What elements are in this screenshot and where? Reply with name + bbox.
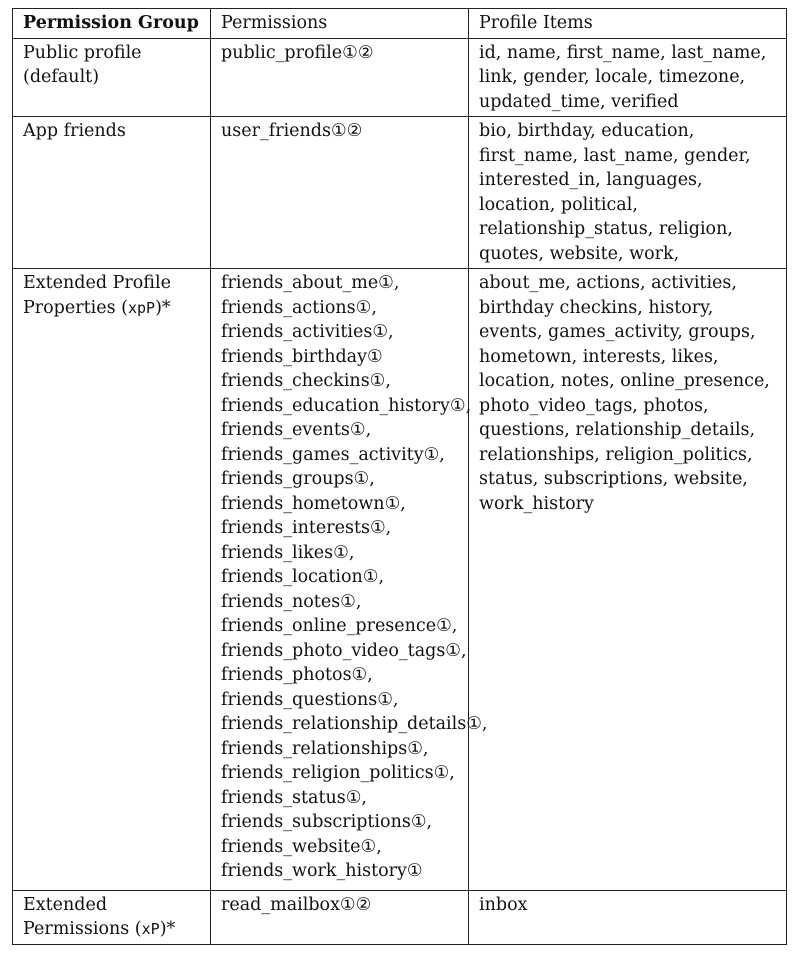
permission-list xyxy=(221,893,458,918)
group-cell: App friends xyxy=(13,117,211,269)
header-profile-items: Profile Items xyxy=(469,9,787,39)
permission-item: friends_status①, xyxy=(221,787,367,808)
profile-items-cell: inbox xyxy=(469,890,787,944)
permission-item: friends_groups①, xyxy=(221,469,375,489)
permission-item: friends_website①, xyxy=(221,836,382,857)
permissions-cell xyxy=(211,890,469,944)
header-permission-group: Permission Group xyxy=(13,9,211,39)
header-permissions: Permissions xyxy=(211,9,469,39)
permission-item: friends_religion_politics①, xyxy=(221,763,455,783)
permission-item: user_friends①② xyxy=(221,121,363,141)
permission-item: friends_activities①, xyxy=(221,322,394,342)
group-suffix: )* xyxy=(155,297,171,318)
permission-item: friends_relationships①, xyxy=(221,738,429,759)
permission-item: friends_interests①, xyxy=(221,518,392,538)
group-code: xpP xyxy=(127,298,156,317)
group-cell xyxy=(13,269,211,891)
group-suffix: )* xyxy=(159,919,176,939)
permission-item: friends_photo_video_tags①, xyxy=(221,640,467,661)
permission-item: friends_hometown①, xyxy=(221,493,406,514)
permission-list xyxy=(221,119,458,144)
permission-item: read_mailbox①② xyxy=(221,894,372,915)
profile-items-cell: id, name, first_name, last_name, link, gender, locale, timezone, updated_time, verified xyxy=(469,38,787,117)
permissions-cell xyxy=(211,38,469,117)
permission-item: friends_online_presence①, xyxy=(221,616,458,636)
permission-item: public_profile①② xyxy=(221,42,374,63)
table-row xyxy=(13,38,787,117)
permission-item: friends_birthday① xyxy=(221,346,383,367)
profile-items-cell: bio, birthday, education, first_name, last_name, gender, interested_in, languages, location, political, relationship_status, religion, quotes, website, work, xyxy=(469,117,787,269)
group-label: Extended Permissions ( xyxy=(23,894,142,939)
table-row xyxy=(13,890,787,944)
table-row xyxy=(13,117,787,269)
permission-table xyxy=(12,8,787,945)
permission-item: friends_events①, xyxy=(221,420,372,440)
permission-item: friends_relationship_details①, xyxy=(221,714,488,734)
permission-item: friends_location①, xyxy=(221,567,385,587)
permission-item: friends_photos①, xyxy=(221,665,373,685)
permission-item: friends_checkins①, xyxy=(221,371,391,391)
permission-item: friends_likes①, xyxy=(221,542,355,563)
permission-item: friends_education_history①, xyxy=(221,395,472,416)
group-cell: Public profile (default) xyxy=(13,38,211,117)
permission-item: friends_subscriptions①, xyxy=(221,812,433,832)
permission-item: friends_actions①, xyxy=(221,297,377,318)
header-row xyxy=(13,9,787,39)
permission-list xyxy=(221,271,488,884)
group-cell xyxy=(13,890,211,944)
permission-list xyxy=(221,41,458,66)
group-code: xP xyxy=(141,920,160,938)
table-row xyxy=(13,269,787,891)
profile-items-cell: about_me, actions, activities, birthday checkins, history, events, games_activity, groups, hometown, interests, likes, location, notes, online_presence, photo_video_tags, photos, questions, relationship_details, relationships, religion_politics, status, subscriptions, website, work_history xyxy=(469,269,787,891)
permission-item: friends_notes①, xyxy=(221,591,362,612)
permission-item: friends_games_activity①, xyxy=(221,444,445,465)
group-label: Extended Profile Properties ( xyxy=(23,273,171,318)
permission-item: friends_work_history① xyxy=(221,861,423,881)
permission-item: friends_questions①, xyxy=(221,689,399,710)
permissions-cell xyxy=(211,117,469,269)
permission-item: friends_about_me①, xyxy=(221,273,400,293)
permissions-cell xyxy=(211,269,488,891)
